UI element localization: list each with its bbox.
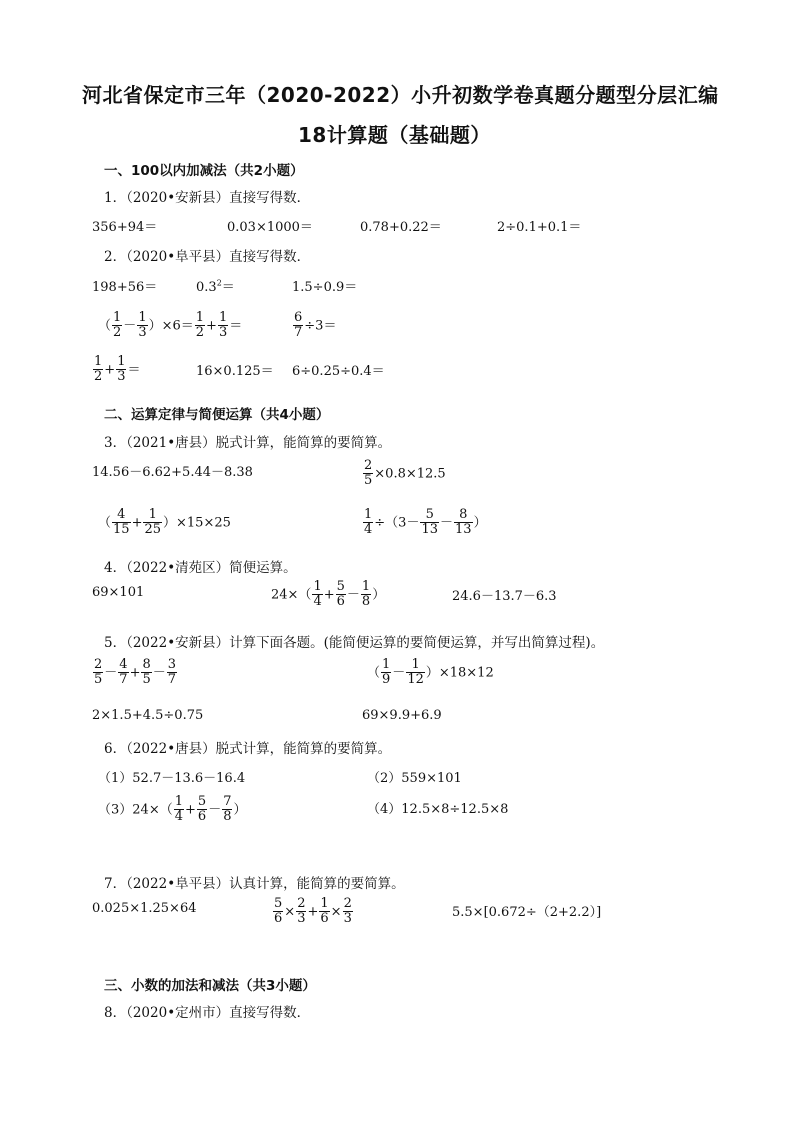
fraction: $\frac{5}{6}$ [197, 794, 207, 825]
expression: $\frac{1}{4}$ ÷（3－ $\frac{5}{13}$ － $\frac{8}{13}$ ） [364, 507, 487, 538]
expression: $\frac{2}{5}$ － $\frac{4}{7}$ + $\frac{8}{5}$ － $\frac{3}{7}$ [94, 657, 177, 688]
expression: （2）559×101 [367, 771, 462, 786]
fraction: $\frac{1}{9}$ [382, 657, 391, 688]
fraction: $\frac{1}{8}$ [361, 579, 371, 610]
fraction: $\frac{4}{7}$ [119, 657, 128, 688]
expression: （3）24×（ $\frac{1}{4}$ + $\frac{5}{6}$ － $\frac{7}{8}$ ） [98, 794, 247, 825]
fraction: $\frac{2}{5}$ [364, 458, 373, 489]
question-label: 4．（2022•清苑区）简便运算。 [104, 560, 297, 576]
expression: 198+56＝ [92, 280, 158, 295]
expression: （ $\frac{1}{9}$ － $\frac{1}{12}$ ）×18×12 [367, 657, 494, 688]
expression: （4）12.5×8÷12.5×8 [367, 802, 509, 817]
expression: 2×1.5+4.5÷0.75 [92, 708, 204, 723]
question-label: 3．（2021•唐县）脱式计算，能简算的要简算。 [104, 435, 392, 451]
expression: 6÷0.25÷0.4＝ [292, 364, 385, 379]
fraction: $\frac{1}{4}$ [364, 507, 373, 538]
question-label: 8．（2020•定州市）直接写得数． [104, 1005, 311, 1021]
expression: $\frac{5}{6}$ × $\frac{2}{3}$ + $\frac{1}{6}$ × $\frac{2}{3}$ [274, 896, 352, 927]
fraction: $\frac{5}{6}$ [336, 579, 345, 610]
expression: 14.56－6.62+5.44－8.38 [92, 465, 253, 480]
document-subtitle: 18计算题（基础题） [298, 123, 491, 147]
expression: $\frac{1}{2}$ + $\frac{1}{3}$ ＝ [94, 354, 141, 385]
expression: 0.03×1000＝ [227, 220, 313, 235]
fraction: $\frac{1}{2}$ [94, 354, 103, 385]
fraction: $\frac{2}{3}$ [343, 896, 352, 927]
fraction: $\frac{1}{2}$ [195, 310, 205, 341]
fraction: $\frac{1}{4}$ [313, 579, 322, 610]
fraction: $\frac{5}{6}$ [274, 896, 283, 927]
fraction: $\frac{1}{2}$ [113, 310, 122, 341]
expression: （ $\frac{1}{2}$ － $\frac{1}{3}$ ）×6＝ $\frac{1}{2}$ + $\frac{1}{3}$ ＝ [98, 310, 243, 341]
expression: 2÷0.1+0.1＝ [497, 220, 582, 235]
question-label: 7．（2022•阜平县）认真计算，能简算的要简算。 [104, 876, 405, 892]
fraction: $\frac{2}{5}$ [94, 657, 103, 688]
expression: （ $\frac{4}{15}$ + $\frac{1}{25}$ ）×15×25 [98, 507, 231, 538]
expression: $\frac{2}{5}$ ×0.8×12.5 [364, 458, 446, 489]
section-heading: 二、运算定律与简便运算（共4小题） [104, 407, 330, 423]
fraction: $\frac{1}{3}$ [138, 310, 147, 341]
section-heading: 一、100以内加减法（共2小题） [104, 163, 304, 179]
fraction: $\frac{8}{13}$ [455, 507, 472, 538]
fraction: $\frac{1}{6}$ [320, 896, 329, 927]
fraction: $\frac{5}{13}$ [421, 507, 438, 538]
section-heading: 三、小数的加法和减法（共3小题） [104, 978, 316, 994]
fraction: $\frac{8}{5}$ [142, 657, 151, 688]
expression: 24.6－13.7－6.3 [452, 589, 557, 604]
question-label: 6．（2022•唐县）脱式计算，能简算的要简算。 [104, 741, 392, 757]
fraction: $\frac{2}{3}$ [297, 896, 306, 927]
fraction: $\frac{4}{15}$ [113, 507, 130, 538]
expression: 0.78+0.22＝ [360, 220, 442, 235]
expression: 16×0.125＝ [196, 364, 274, 379]
expression: （1）52.7－13.6－16.4 [98, 771, 246, 786]
fraction: $\frac{6}{7}$ [294, 310, 303, 341]
expression: 69×101 [92, 585, 145, 600]
question-label: 5．（2022•安新县）计算下面各题。(能简便运算的要简便运算，并写出简算过程)。 [104, 635, 605, 651]
expression: 356+94＝ [92, 220, 158, 235]
fraction: $\frac{1}{3}$ [117, 354, 126, 385]
expression: $\frac{6}{7}$ ÷3＝ [294, 310, 337, 341]
document-title: 河北省保定市三年（2020-2022）小升初数学卷真题分题型分层汇编 [82, 83, 719, 107]
fraction: $\frac{7}{8}$ [223, 794, 232, 825]
expression: 24×（ $\frac{1}{4}$ + $\frac{5}{6}$ － $\frac{1}{8}$ ） [271, 579, 386, 610]
fraction: $\frac{1}{4}$ [174, 794, 183, 825]
fraction: $\frac{1}{12}$ [407, 657, 424, 688]
expression: $0.3^2=$ [196, 278, 235, 295]
expression: 0.025×1.25×64 [92, 901, 197, 916]
expression: 69×9.9+6.9 [362, 708, 442, 723]
expression: 1.5÷0.9＝ [292, 280, 358, 295]
question-label: 2．（2020•阜平县）直接写得数． [104, 249, 311, 265]
fraction: $\frac{1}{25}$ [144, 507, 162, 538]
fraction: $\frac{1}{3}$ [218, 310, 228, 341]
question-label: 1．（2020•安新县）直接写得数． [104, 190, 311, 206]
expression: 5.5×[0.672÷（2+2.2）] [452, 905, 602, 920]
fraction: $\frac{3}{7}$ [167, 657, 177, 688]
